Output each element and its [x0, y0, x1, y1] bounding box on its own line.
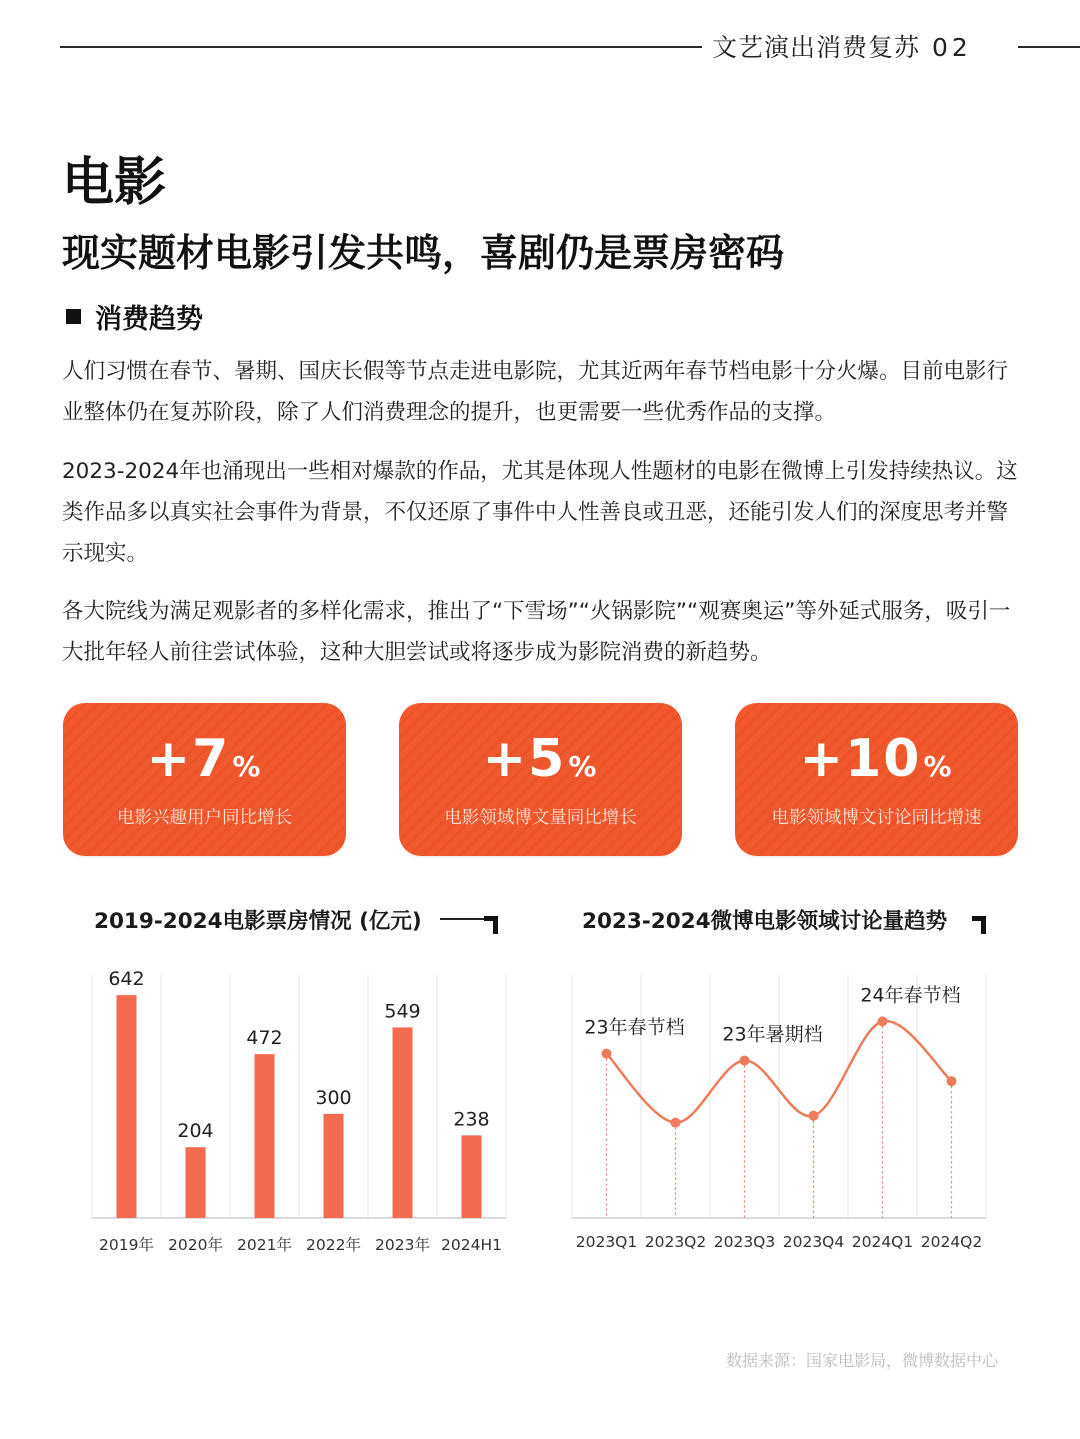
x-tick-label: 2019年	[99, 1236, 154, 1254]
x-tick-label: 2023年	[375, 1236, 430, 1254]
data-point	[602, 1049, 612, 1059]
paragraph: 人们习惯在春节、暑期、国庆长假等节点走进电影院，尤其近两年春节档电影十分火爆。目前电影行业整体仍在复苏阶段，除了人们消费理念的提升，也更需要一些优秀作品的支撑。	[62, 359, 1009, 425]
header-title	[712, 28, 1012, 64]
x-tick-label: 2020年	[168, 1236, 223, 1254]
line-chart-title: 2023-2024微博电影领域讨论量趋势	[582, 909, 948, 934]
x-tick-label: 2023Q1	[575, 1233, 638, 1251]
stat-card	[399, 703, 682, 856]
corner-bracket-icon	[972, 916, 986, 934]
stat-value: +7%	[146, 729, 263, 789]
data-point	[671, 1118, 681, 1128]
data-label: 204	[177, 1120, 214, 1143]
data-point	[740, 1056, 750, 1066]
bar-chart-title: 2019-2024电影票房情况 (亿元)	[94, 909, 422, 934]
subheading	[66, 297, 203, 336]
x-tick-label: 2023Q4	[782, 1233, 845, 1251]
bar	[393, 1027, 413, 1218]
header-rule-right	[1018, 46, 1080, 48]
bar	[255, 1054, 275, 1218]
data-label: 238	[453, 1108, 490, 1131]
bar	[324, 1114, 344, 1218]
data-source-note: 数据来源：国家电影局，微博数据中心	[726, 1351, 999, 1370]
section-title: 电影	[62, 153, 167, 213]
data-label: 642	[108, 968, 145, 991]
x-tick-label: 2024H1	[441, 1236, 502, 1254]
x-tick-label: 2021年	[237, 1236, 292, 1254]
stat-label: 电影兴趣用户同比增长	[117, 808, 292, 828]
bar	[117, 995, 137, 1218]
data-label: 472	[246, 1027, 283, 1050]
stat-card	[63, 703, 346, 856]
peak-annotation: 23年暑期档	[722, 1023, 823, 1046]
data-point	[947, 1076, 957, 1086]
x-tick-label: 2024Q1	[851, 1233, 914, 1251]
peak-annotation: 23年春节档	[584, 1016, 685, 1039]
stat-value: +10%	[799, 729, 954, 789]
discussion-line-chart	[570, 960, 990, 1260]
data-label: 549	[384, 1000, 421, 1023]
paragraph: 2023-2024年也涌现出一些相对爆款的作品，尤其是体现人性题材的电影在微博上引发持续热议。这类作品多以真实社会事件为背景，不仅还原了事件中人性善良或丑恶，还能引发人们的深度思考并警示现实。	[62, 459, 1018, 566]
corner-bracket-icon	[484, 916, 498, 934]
header-rule	[60, 46, 702, 48]
peak-annotation: 24年春节档	[860, 984, 961, 1007]
box-office-bar-chart	[90, 960, 510, 1260]
data-label: 300	[315, 1086, 352, 1109]
bar	[462, 1135, 482, 1218]
title-decoration-line	[440, 918, 488, 920]
stat-label: 电影领域博文讨论同比增速	[771, 808, 982, 828]
bar	[186, 1147, 206, 1218]
stat-card	[735, 703, 1018, 856]
data-point	[878, 1016, 888, 1026]
x-tick-label: 2022年	[306, 1236, 361, 1254]
stat-value: +5%	[482, 729, 599, 789]
subheading-text: 消费趋势	[95, 304, 203, 335]
header-title-text: 文艺演出消费复苏	[712, 33, 921, 62]
data-point	[809, 1111, 819, 1121]
x-tick-label: 2023Q2	[644, 1233, 707, 1251]
stat-label: 电影领域博文量同比增长	[444, 808, 637, 828]
paragraph: 各大院线为满足观影者的多样化需求，推出了“下雪场”“火锅影院”“观赛奥运”等外延式服务，吸引一大批年轻人前往尝试体验，这种大胆尝试或将逐步成为影院消费的新趋势。	[62, 599, 1011, 665]
page-number: 02	[932, 33, 972, 62]
section-subtitle: 现实题材电影引发共鸣，喜剧仍是票房密码	[62, 231, 785, 275]
x-tick-label: 2023Q3	[713, 1233, 776, 1251]
square-bullet-icon	[66, 309, 81, 324]
x-tick-label: 2024Q2	[920, 1233, 983, 1251]
